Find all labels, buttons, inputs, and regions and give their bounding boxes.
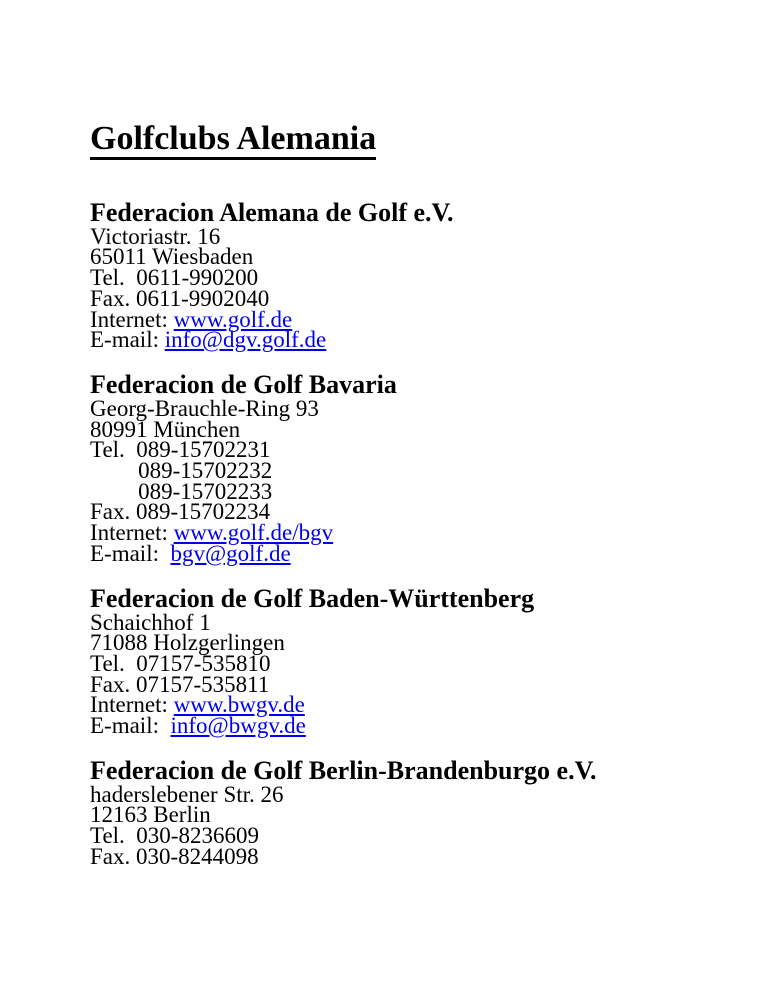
tel-line: Tel. 089-15702231 — [90, 437, 271, 463]
link-label: Internet: — [90, 692, 174, 718]
city-line: 71088 Holzgerlingen — [90, 630, 285, 656]
link-label: E-mail: — [90, 540, 171, 566]
email-link[interactable]: bgv@golf.de — [170, 540, 291, 566]
tel-extra-line: 089-15702232 — [138, 458, 273, 484]
email-line — [90, 713, 683, 739]
link-label: Internet: — [90, 520, 174, 546]
section-heading: Federacion de Golf Baden-Württenberg — [90, 583, 535, 613]
tel-line: Tel. 030-8236609 — [90, 823, 259, 849]
email-link[interactable]: info@bwgv.de — [170, 713, 306, 739]
section-heading: Federacion Alemana de Golf e.V. — [90, 197, 454, 227]
website-link[interactable]: www.golf.de/bgv — [173, 520, 334, 546]
section-heading: Federacion de Golf Bavaria — [90, 369, 397, 399]
section-heading: Federacion de Golf Berlin-Brandenburgo e.V. — [90, 755, 597, 785]
section-address-block — [90, 609, 683, 739]
website-link[interactable]: www.bwgv.de — [173, 692, 305, 718]
email-link[interactable]: info@dgv.golf.de — [164, 327, 327, 353]
document-title — [90, 121, 683, 160]
fax-line: Fax. 030-8244098 — [90, 843, 259, 869]
link-label: Internet: — [90, 306, 174, 332]
link-label: E-mail: — [90, 327, 165, 353]
section-address-block — [90, 395, 683, 566]
section-address-block — [90, 781, 683, 869]
street-line: Schaichhof 1 — [90, 609, 211, 635]
email-line — [90, 540, 683, 566]
tel-line: Tel. 07157-535810 — [90, 650, 271, 676]
federation-section — [90, 583, 683, 739]
street-line: haderslebener Str. 26 — [90, 781, 284, 807]
document-body — [90, 197, 683, 869]
city-line: 12163 Berlin — [90, 802, 211, 828]
section-address-block — [90, 223, 683, 353]
fax-line: Fax. 07157-535811 — [90, 671, 270, 697]
fax-line: Fax. 089-15702234 — [90, 499, 271, 525]
city-line: 65011 Wiesbaden — [90, 244, 254, 270]
email-line — [90, 327, 683, 353]
link-label: E-mail: — [90, 713, 171, 739]
federation-section — [90, 197, 683, 353]
tel-line: Tel. 0611-990200 — [90, 265, 259, 291]
street-line: Victoriastr. 16 — [90, 223, 221, 249]
federation-section — [90, 755, 683, 869]
fax-line: Fax. 0611-9902040 — [90, 285, 270, 311]
website-link[interactable]: www.golf.de — [173, 306, 293, 332]
page-title: Golfclubs Alemania — [90, 121, 376, 160]
federation-section — [90, 369, 683, 566]
tel-extra-line: 089-15702233 — [138, 478, 273, 504]
city-line: 80991 München — [90, 416, 241, 442]
street-line: Georg-Brauchle-Ring 93 — [90, 395, 319, 421]
